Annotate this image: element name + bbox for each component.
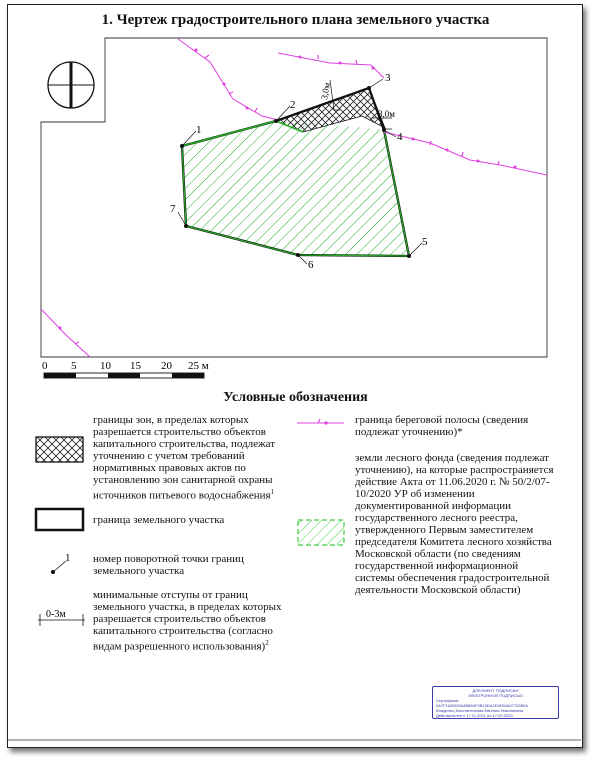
legend-plot-boundary-swatch bbox=[36, 509, 83, 530]
legend-title: Условные обозначения bbox=[223, 390, 368, 405]
legend-sanitary-zone-swatch bbox=[36, 437, 83, 462]
legend-shoreline-symbol bbox=[297, 419, 344, 425]
dimension-east-label: 3,0м bbox=[378, 109, 395, 119]
legend-forest-fund-swatch bbox=[298, 520, 344, 545]
legend-text-shoreline: граница береговой полосы (сведения подлежат уточнению)* bbox=[355, 414, 529, 438]
e-signature-stamp: ДОКУМЕНТ ПОДПИСАН ЭЛЕКТРОННОЙ ПОДПИСЬЮ Сертификат 0A7F1AE0D9A4B6B4F0B15DA2D4F66A07702B0A Владелец Константинова Евгения Николаевна Действителен с 17.11.2021 по 17.02.2023 bbox=[432, 686, 559, 719]
point-label-4: 4 bbox=[397, 131, 403, 143]
point-label-3: 3 bbox=[385, 72, 391, 84]
svg-text:20: 20 bbox=[161, 360, 172, 372]
point-label-5: 5 bbox=[422, 236, 428, 248]
point-label-1: 1 bbox=[196, 124, 202, 136]
page-title: 1. Чертеж градостроительного плана земельного участка bbox=[101, 12, 490, 28]
legend-setback-label: 0-3м bbox=[46, 609, 66, 620]
point-label-6: 6 bbox=[308, 259, 314, 271]
legend-text-point-number: номер поворотной точки границ земельного участка bbox=[93, 553, 244, 577]
point-label-7: 7 bbox=[170, 203, 176, 215]
forest-fund-area bbox=[182, 121, 409, 256]
svg-text:10: 10 bbox=[100, 360, 111, 372]
legend-text-plot-boundary: граница земельного участка bbox=[93, 514, 225, 526]
svg-text:15: 15 bbox=[130, 360, 141, 372]
compass-icon bbox=[48, 62, 94, 108]
scale-bar bbox=[44, 373, 204, 378]
svg-text:5: 5 bbox=[71, 360, 77, 372]
dimension-north-label: 3,0м bbox=[319, 81, 332, 101]
svg-text:25 м: 25 м bbox=[188, 360, 209, 372]
point-label-2: 2 bbox=[290, 99, 296, 111]
legend-point-symbol bbox=[51, 552, 71, 574]
legend-text-sanitary-zone: границы зон, в пределах которых разрешается строительство объектов капитального строительства, подлежат уточнению с учетом требований нормативных правовых актов по установлению зон санитарной охраны источников питьевого водоснабжения$^1$ bbox=[93, 414, 276, 502]
legend-text-setback: минимальные отступы от границ земельного участка, в пределах которых разрешается строительство объектов капитального строительства (согласно видам разрешенного использования)$^2$ bbox=[93, 589, 282, 653]
scale-bar-ticks bbox=[42, 360, 209, 372]
svg-text:1: 1 bbox=[65, 552, 71, 564]
svg-text:0: 0 bbox=[42, 360, 48, 372]
legend-text-forest-fund: земли лесного фонда (сведения подлежат уточнению), на которые распространяется действие Акта от 11.06.2020 г. № 50/2/07-10/2020 УР об изменении документированной информации государственного лесного реестра, утвержденного Первым заместителем председателя Комитета лесного хозяйства Московской области (по сведениям государственной информационной системы обеспечения градостроительной деятельности Московской области) bbox=[355, 452, 554, 596]
